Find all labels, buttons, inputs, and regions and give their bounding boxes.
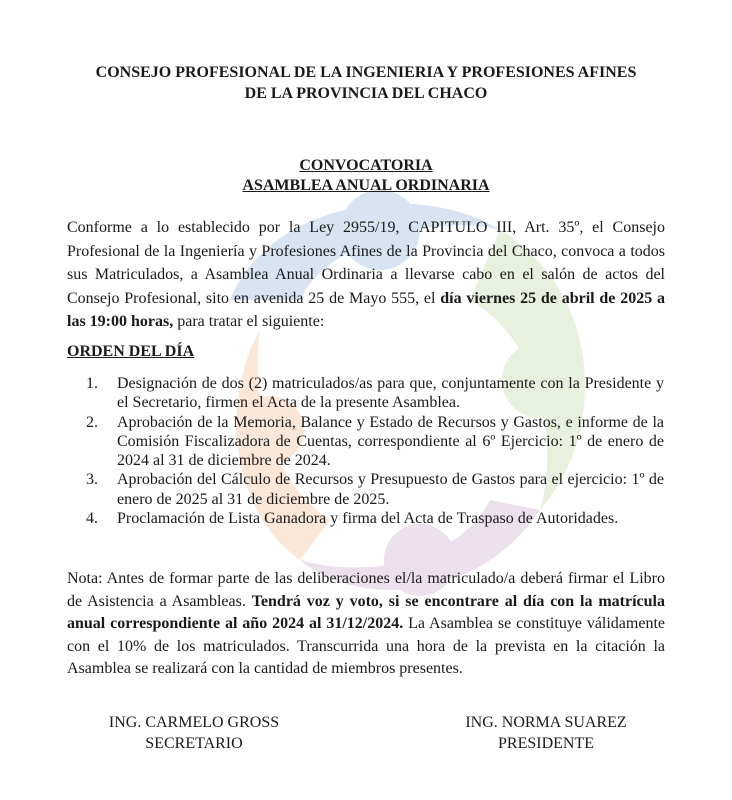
intro-end: para tratar el siguiente: (173, 313, 325, 330)
signature-secretario (94, 712, 294, 754)
orden-title: ORDEN DEL DÍA (67, 343, 195, 360)
nota-text-2: La Asamblea se constituye válidamente con el 10% de los matriculados. Transcurrida una hora de la prevista en la citación la Asamblea se realizará con la cantidad de miembros presentes. (67, 615, 666, 677)
list-item (86, 413, 664, 471)
signature-role: SECRETARIO (145, 735, 243, 752)
item-text: Proclamación de Lista Ganadora y firma del Acta de Traspaso de Autoridades. (117, 510, 619, 528)
signature-presidente (446, 712, 646, 754)
item-text: Designación de dos (2) matriculados/as para que, conjuntamente con la Presidente y el Secretario, firmen el Acta de la presente Asamblea. (117, 375, 664, 412)
list-item (86, 509, 664, 528)
item-text: Aprobación del Cálculo de Recursos y Presupuesto de Gastos para el ejercicio: 1º de enero de 2025 al 31 de diciembre de 2025. (117, 471, 664, 508)
convocatoria-subtitle: ASAMBLEA ANUAL ORDINARIA (242, 177, 490, 194)
item-number: 1. (86, 375, 98, 392)
item-number: 4. (86, 510, 98, 528)
nota-paragraph (67, 568, 665, 681)
header-line-2: DE LA PROVINCIA DEL CHACO (244, 85, 488, 102)
list-item (86, 374, 664, 413)
orden-list (86, 374, 664, 528)
intro-paragraph (67, 216, 665, 334)
convocatoria-title: CONVOCATORIA (299, 157, 433, 174)
list-item (86, 470, 664, 509)
header-line-1: CONSEJO PROFESIONAL DE LA INGENIERIA Y PROFESIONES AFINES (95, 64, 637, 81)
signature-name: ING. NORMA SUAREZ (465, 714, 627, 731)
intro-text: Conforme a lo establecido por la Ley 2955/19, CAPITULO III, Art. 35º, el Consejo Profesional de la Ingeniería y Profesiones Afines de la Provincia del Chaco, convoca a todos sus Matriculados, a Asamblea Anual Ordinaria a llevarse cabo en el salón de actos del Consejo Profesional, sito en avenida 25 de Mayo 555, el (67, 219, 665, 307)
item-number: 2. (86, 413, 98, 431)
convocatoria-heading (0, 156, 732, 196)
nota-text-1: Nota: Antes de formar parte de las deliberaciones el/la matriculado/a deberá firmar el Libro de Asistencia a Asambleas. (67, 570, 665, 610)
intro-date: día viernes 25 de abril de 2025 a las 19:00 horas, (67, 289, 666, 330)
document-header (0, 62, 732, 104)
item-text: Aprobación de la Memoria, Balance y Estado de Recursos y Gastos, e informe de la Comisión Fiscalizadora de Cuentas, correspondiente al 6º Ejercicio: 1º de enero de 2024 al 31 de diciembre de 2024. (117, 413, 664, 470)
signature-role: PRESIDENTE (498, 735, 594, 752)
signature-name: ING. CARMELO GROSS (108, 714, 280, 731)
nota-bold: Tendrá voz y voto, si se encontrare al día con la matrícula anual correspondiente al año 2024 al 31/12/2024. (67, 592, 665, 632)
item-number: 3. (86, 471, 98, 489)
